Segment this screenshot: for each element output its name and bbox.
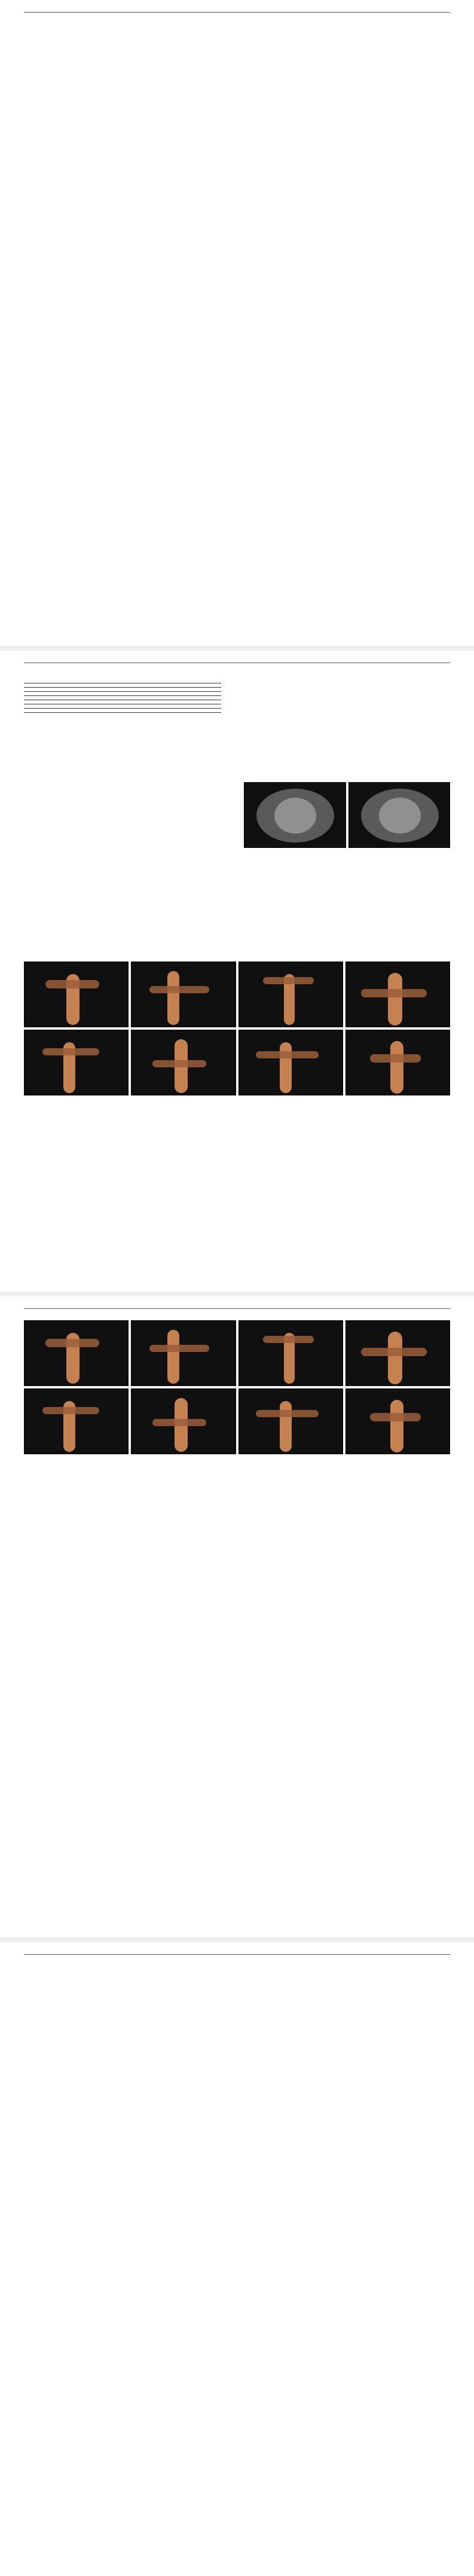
angiography-panel bbox=[345, 962, 450, 1027]
angiography-panel bbox=[24, 1388, 129, 1454]
table-cell bbox=[24, 692, 90, 696]
page-separator bbox=[0, 1937, 474, 1942]
ct-figure bbox=[244, 782, 450, 848]
table-cell bbox=[24, 704, 90, 709]
table1 bbox=[24, 683, 221, 713]
table-cell bbox=[90, 692, 155, 696]
table1-header bbox=[24, 683, 90, 688]
table-cell bbox=[90, 696, 155, 700]
running-header bbox=[24, 1300, 450, 1309]
table-row bbox=[24, 709, 221, 713]
table-cell bbox=[90, 700, 155, 704]
angiography-panel bbox=[24, 1030, 129, 1095]
table-cell bbox=[155, 709, 221, 713]
table1-header bbox=[90, 683, 155, 688]
table1-header bbox=[155, 683, 221, 688]
page-separator bbox=[0, 1292, 474, 1296]
table-row bbox=[24, 696, 221, 700]
angiography-panel bbox=[345, 1030, 450, 1095]
table-row bbox=[24, 700, 221, 704]
table-cell bbox=[90, 688, 155, 692]
angiography-panel bbox=[238, 1030, 343, 1095]
angiography-panel bbox=[131, 962, 236, 1027]
table-cell bbox=[90, 704, 155, 709]
angiography-panel bbox=[238, 1388, 343, 1454]
references-left bbox=[24, 2074, 230, 2076]
page-3 bbox=[0, 1296, 474, 1937]
angiography-panel bbox=[345, 1320, 450, 1386]
table-cell bbox=[24, 709, 90, 713]
table-cell bbox=[155, 688, 221, 692]
table-cell bbox=[90, 709, 155, 713]
angiography-panel bbox=[345, 1388, 450, 1454]
angiography-figure-2 bbox=[24, 962, 450, 1095]
running-header bbox=[24, 4, 450, 13]
references-right bbox=[244, 1966, 450, 1968]
page-1 bbox=[0, 0, 474, 646]
table-cell bbox=[155, 692, 221, 696]
methods-section bbox=[24, 674, 230, 713]
angiography-panel bbox=[131, 1030, 236, 1095]
table-cell bbox=[155, 696, 221, 700]
table-cell bbox=[155, 700, 221, 704]
discussion-left bbox=[24, 1476, 230, 1481]
angiography-figure-3 bbox=[24, 1320, 450, 1454]
angiography-panel bbox=[131, 1320, 236, 1386]
angiography-panel bbox=[238, 962, 343, 1027]
table-cell bbox=[155, 704, 221, 709]
running-header bbox=[24, 654, 450, 663]
angiography-panel bbox=[24, 1320, 129, 1386]
angiography-panel bbox=[131, 1388, 236, 1454]
running-header bbox=[24, 1946, 450, 1955]
table-cell bbox=[24, 700, 90, 704]
table-row bbox=[24, 688, 221, 692]
ct-image bbox=[348, 782, 451, 848]
page-2 bbox=[0, 651, 474, 1292]
angiography-panel bbox=[238, 1320, 343, 1386]
table-row bbox=[24, 692, 221, 696]
table-cell bbox=[24, 696, 90, 700]
table-cell bbox=[24, 688, 90, 692]
ct-image bbox=[244, 782, 346, 848]
page-separator bbox=[0, 646, 474, 651]
table-row bbox=[24, 704, 221, 709]
page-4 bbox=[0, 1942, 474, 2576]
angiography-panel bbox=[24, 962, 129, 1027]
